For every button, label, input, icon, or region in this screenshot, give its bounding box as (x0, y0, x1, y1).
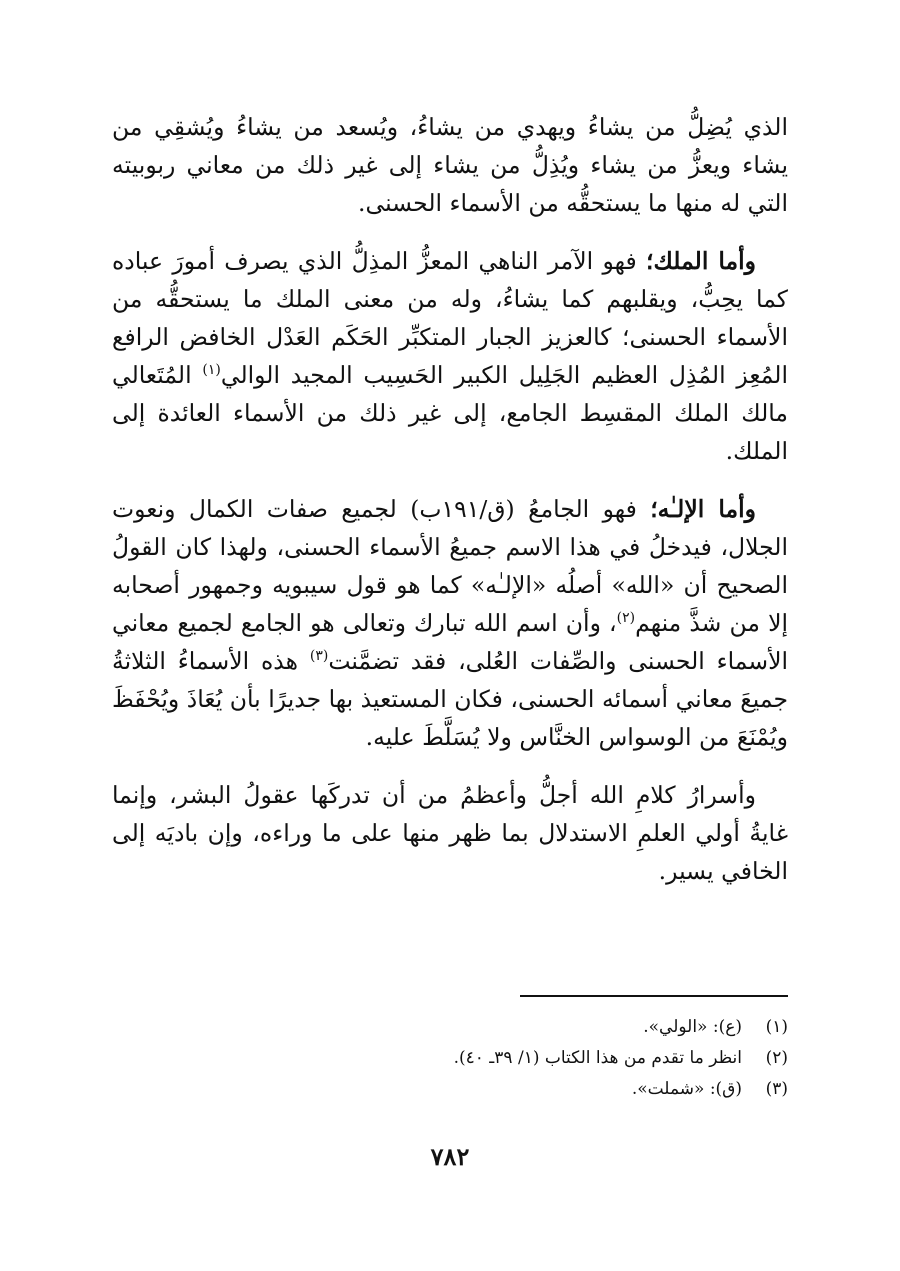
footnote-text: (ع): «الولي». (643, 1017, 742, 1037)
main-text (112, 108, 788, 890)
paragraph-2-text-a: فهو الآمر الناهي المعزُّ المذِلُّ الذي يصرف أمورَ عباده كما يحِبُّ، ويقلبهم كما يشاءُ، وله من معنى الملك ما يستحقُّه من الأسماء الحسنى؛ كالعزيز الجبار المتكبِّر الحَكَم العَدْل الخافض الرافع المُعِز المُذِل العظيم الجَلِيل الكبير الحَسِيب المجيد الوالي (112, 247, 788, 389)
paragraph-2 (112, 242, 788, 470)
paragraph-3 (112, 490, 788, 756)
paragraph-3-text-c: هذه الأسماءُ الثلاثةُ جميعَ معاني أسمائه الحسنى، فكان المستعيذ بها جديرًا بأن يُعَاذَ ويُحْفَظَ ويُمْنَعَ من الوسواس الخنَّاس ولا يُسَلَّطَ عليه. (112, 647, 788, 751)
paragraph-2-heading: وأما الملك؛ (646, 247, 756, 275)
footnote-number: (٣) (765, 1079, 788, 1099)
footnote-text: انظر ما تقدم من هذا الكتاب (١/ ٣٩ـ ٤٠). (453, 1048, 742, 1068)
paragraph-4: وأسرارُ كلامِ الله أجلُّ وأعظمُ من أن تدركَها عقولُ البشر، وإنما غايةُ أولي العلمِ الاستدلال بما ظهر منها على ما وراءه، وإن باديَه إلى الخافي يسير. (112, 781, 788, 885)
footnote-separator (520, 995, 788, 997)
footnote-text: (ق): «شملت». (631, 1079, 742, 1099)
paragraph-1: الذي يُضِلُّ من يشاءُ ويهدي من يشاءُ، ويُسعد من يشاءُ ويُشقِي من يشاء ويعزُّ من يشاء ويُذِلُّ من يشاء إلى غير ذلك من معاني ربوبيته التي له منها ما يستحقُّه من الأسماء الحسنى. (112, 113, 788, 217)
paragraph-3-text-a: فهو الجامعُ (ق/١٩١ب) لجميع صفات الكمال ونعوت الجلال، فيدخلُ في هذا الاسم جميعُ الأسماء الحسنى، ولهذا كان القولُ الصحيح أن «الله» أصلُه «الإلـٰه» كما هو قول سيبويه وجمهور أصحابه إلا من شذَّ منهم (112, 495, 788, 637)
page-number: ٧٨٢ (430, 1142, 470, 1171)
footnote-number: (٢) (765, 1048, 788, 1068)
footnote-number: (١) (765, 1017, 788, 1037)
paragraph-2-text-b: المُتَعالي مالك الملك المقسِط الجامع، إلى غير ذلك من الأسماء العائدة إلى الملك. (112, 361, 788, 465)
footnotes (112, 1012, 788, 1105)
footnote-1 (112, 1012, 788, 1043)
footnote-ref-2: (٢) (616, 610, 636, 626)
footnote-ref-3: (٣) (309, 648, 329, 664)
paragraph-3-text-b: ، وأن اسم الله تبارك وتعالى هو الجامع لجميع معاني الأسماء الحسنى والصِّفات العُلى، فقد تضمَّنت (112, 609, 788, 675)
paragraph-3-heading: وأما الإلـٰه؛ (650, 495, 756, 523)
footnote-ref-1: (١) (202, 362, 221, 378)
footnote-2 (112, 1043, 788, 1074)
footnote-3 (112, 1074, 788, 1105)
